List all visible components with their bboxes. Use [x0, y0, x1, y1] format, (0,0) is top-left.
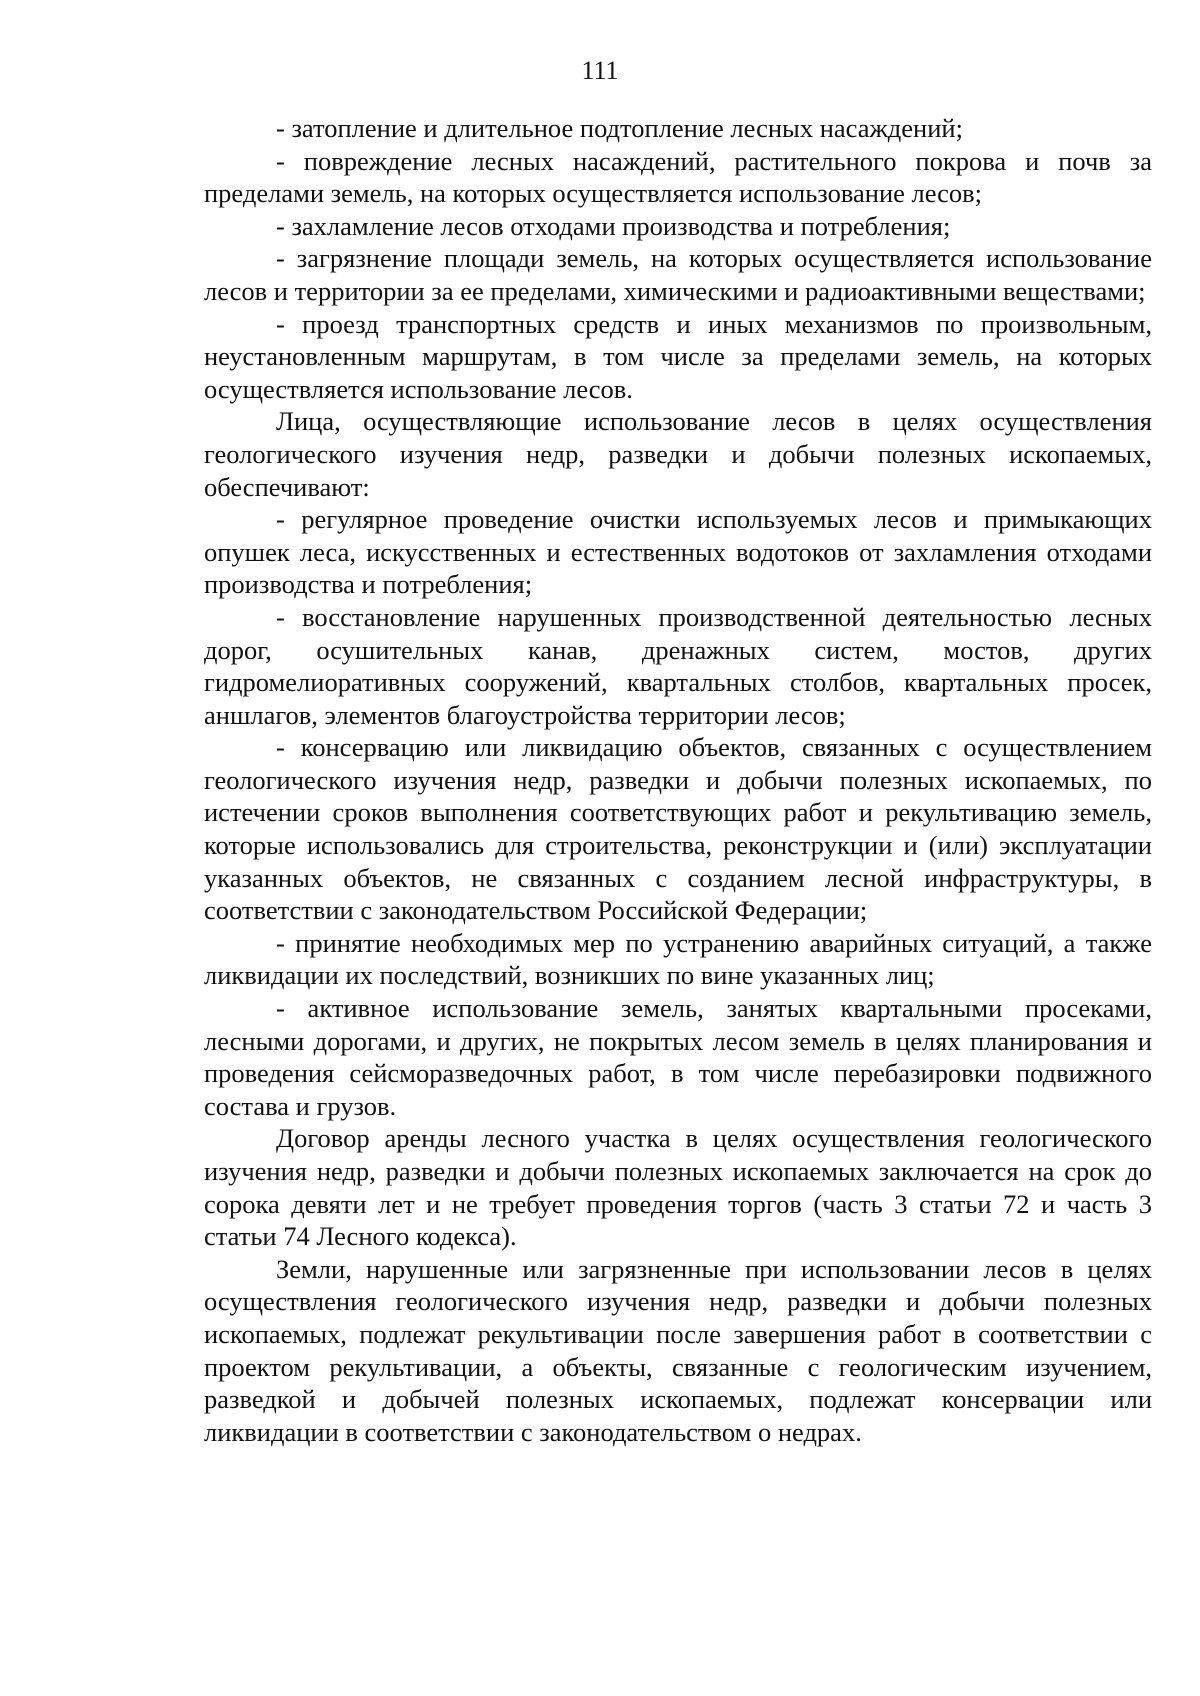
- paragraph-reclamation: Земли, нарушенные или загрязненные при использовании лесов в целях осуществления геологического изучения недр, разведки и добычи полезных ископаемых, подлежат рекультивации после завершения работ в соответствии с проектом рекультивации, а объекты, связанные с геологическим изучением, разведкой и добычей полезных ископаемых, подлежат консервации или ликвидации в соответствии с законодательством о недрах.: [204, 1253, 1152, 1447]
- paragraph-conservation: - консервацию или ликвидацию объектов, связанных с осуществлением геологического изучения недр, разведки и добычи полезных ископаемых, по истечении сроков выполнения соответствующих работ и рекультивацию земель, которые использовались для строительства, реконструкции и (или) эксплуатации указанных объектов, не связанных с созданием лесной инфраструктуры, в соответствии с законодательством Российской Федерации;: [204, 732, 1152, 926]
- paragraph-lease-agreement: Договор аренды лесного участка в целях осуществления геологического изучения недр, разведки и добычи полезных ископаемых заключается на срок до сорока девяти лет и не требует проведения торгов (часть 3 статьи 72 и часть 3 статьи 74 Лесного кодекса).: [204, 1123, 1152, 1252]
- document-body: [204, 112, 1152, 1448]
- paragraph-damage: - повреждение лесных насаждений, растительного покрова и почв за пределами земель, на которых осуществляется использование лесов;: [204, 145, 1152, 209]
- paragraph-pollution: - загрязнение площади земель, на которых осуществляется использование лесов и территории за ее пределами, химическими и радиоактивными веществами;: [204, 243, 1152, 306]
- paragraph-littering: - захламление лесов отходами производства и потребления;: [276, 210, 951, 241]
- paragraph-flooding: - затопление и длительное подтопление лесных насаждений;: [276, 113, 963, 143]
- paragraph-regular-cleaning: - регулярное проведение очистки используемых лесов и примыкающих опушек леса, искусственных и естественных водотоков от захламления отходами производства и потребления;: [204, 504, 1152, 600]
- paragraph-restoration: - восстановление нарушенных производственной деятельностью лесных дорог, осушительных канав, дренажных систем, мостов, других гидромелиоративных сооружений, квартальных столбов, квартальных просек, аншлагов, элементов благоустройства территории лесов;: [204, 601, 1152, 730]
- paragraph-active-use: - активное использование земель, занятых квартальными просеками, лесными дорогами, и других, не покрытых лесом земель в целях планирования и проведения сейсморазведочных работ, в том числе перебазировки подвижного состава и грузов.: [204, 993, 1152, 1121]
- paragraph-vehicle-passage: - проезд транспортных средств и иных механизмов по произвольным, неустановленным маршрутам, в том числе за пределами земель, на которых осуществляется использование лесов.: [204, 308, 1152, 404]
- paragraph-emergency-measures: - принятие необходимых мер по устранению аварийных ситуаций, а также ликвидации их последствий, возникших по вине указанных лиц;: [204, 927, 1152, 991]
- page-number: 111: [581, 56, 619, 85]
- paragraph-persons-ensure: Лица, осуществляющие использование лесов в целях осуществления геологического изучения недр, разведки и добычи полезных ископаемых, обеспечивают:: [204, 406, 1152, 502]
